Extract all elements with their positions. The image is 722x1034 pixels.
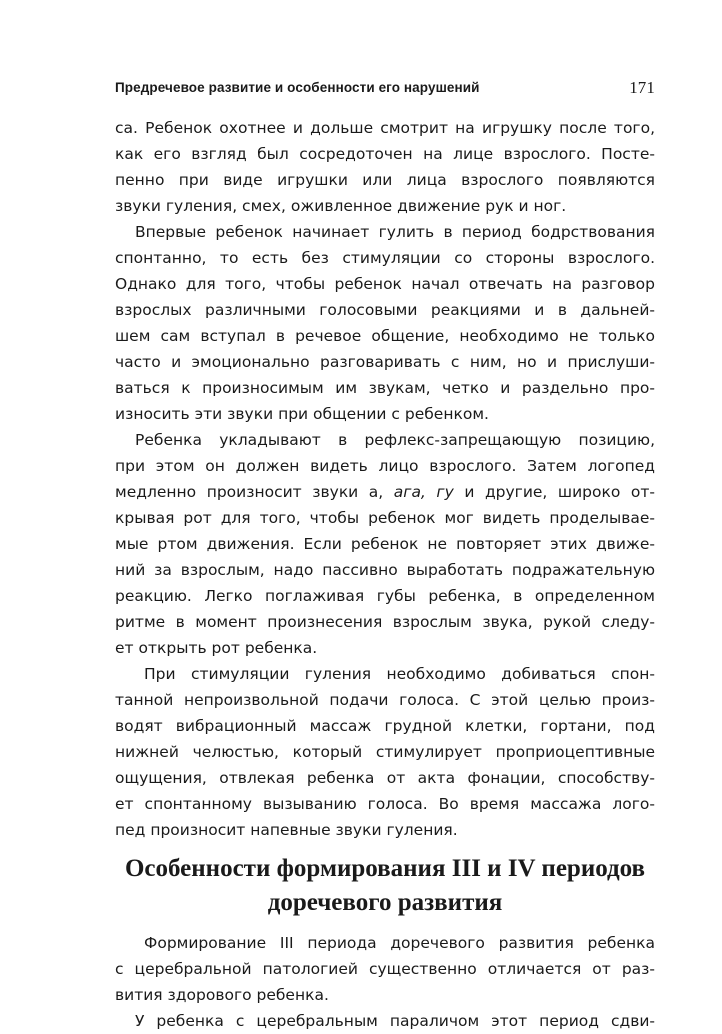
italic-text: ага, гу [393,483,454,501]
text-line: Формирование III периода доречевого развития ребенка [144,934,655,952]
text-line: реакцию. Легко поглаживая губы ребенка, в определенном [115,587,655,605]
text-segment: медленно произносит звуки а, [115,483,384,501]
text-line: са. Ребенок охотнее и дольше смотрит на игрушку после того, [115,119,655,137]
text-segment: и другие, широко от- [464,483,655,501]
text-line: пед произносит напевные звуки гуления. [115,821,458,839]
text-line: при этом он должен видеть лицо взрослого. Затем логопед [115,457,655,475]
text-line: вития здорового ребенка. [115,986,329,1004]
text-line: Ребенка укладывают в рефлекс-запрещающую позицию, [135,431,655,449]
page-number: 171 [629,78,655,97]
text-line: пенно при виде игрушки или лица взрослого появляются [115,171,655,189]
section-heading-line-1: Особенности формирования III и IV периодов [124,855,646,882]
section-heading-line-2: доречевого развития [267,889,503,916]
running-title: Предречевое развитие и особенности его нарушений [115,80,480,95]
text-line: нижней челюстью, который стимулирует проприоцептивные [115,743,655,761]
text-line: звуки гуления, смех, оживленное движение рук и ног. [115,197,567,215]
text-line: ет спонтанному вызыванию голоса. Во время массажа лого- [115,795,655,813]
text-line: ний за взрослым, надо пассивно выработать подражательную [115,561,655,579]
text-line: ритме в момент произнесения взрослым звука, рукой следу- [115,613,655,631]
text-line: ваться к произносимым им звукам, четко и раздельно про- [115,379,655,397]
text-line: мые ртом движения. Если ребенок не повторяет этих движе- [115,535,655,553]
text-line: У ребенка с церебральным параличом этот период сдви- [135,1012,655,1030]
text-line: водят вибрационный массаж грудной клетки, гортани, под [115,717,655,735]
text-line: крывая рот для того, чтобы ребенок мог видеть проделывае- [115,509,655,527]
text-line: как его взгляд был сосредоточен на лице взрослого. Посте- [115,145,655,163]
text-line: износить эти звуки при общении с ребенком. [115,405,489,423]
text-line: спонтанно, то есть без стимуляции со стороны взрослого. [115,249,655,267]
text-line: шем сам вступал в речевое общение, необходимо не только [115,327,655,345]
text-line: ощущения, отвлекая ребенка от акта фонации, способству- [115,769,655,787]
text-line: ет открыть рот ребенка. [115,639,318,657]
text-line: часто и эмоционально разговаривать с ним, но и прислуши- [115,353,655,371]
running-header [115,78,655,98]
text-line: Впервые ребенок начинает гулить в период бодрствования [135,223,655,241]
text-line [115,479,655,505]
text-line: с церебральной патологией существенно отличается от раз- [115,960,655,978]
text-line: танной непроизвольной подачи голоса. С этой целью произ- [115,691,655,709]
text-line: При стимуляции гуления необходимо добиваться спон- [144,665,655,683]
text-line: взрослых различными голосовыми реакциями и в дальней- [115,301,655,319]
text-line: Однако для того, чтобы ребенок начал отвечать на разговор [115,275,655,293]
